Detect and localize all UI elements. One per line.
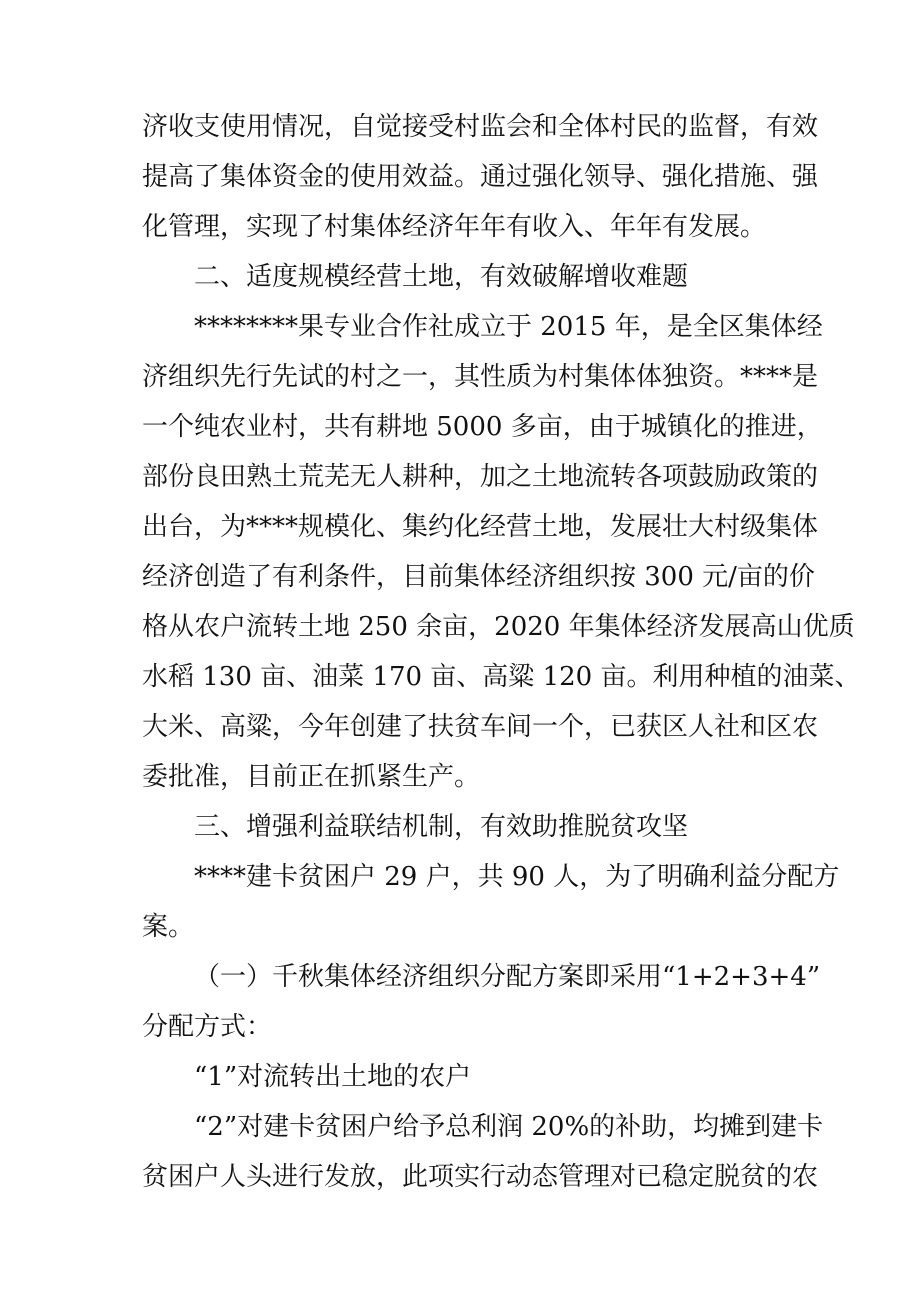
section-heading-2: 二、适度规模经营土地，有效破解增收难题: [194, 262, 689, 292]
body-line: 一个纯农业村，共有耕地 5000 多亩，由于城镇化的推进，: [142, 412, 823, 442]
body-line: 部份良田熟土荒芜无人耕种，加之土地流转各项鼓励政策的: [142, 462, 819, 492]
list-item: “2”对建卡贫困户给予总利润 20%的补助，均摊到建卡: [194, 1112, 824, 1142]
list-item: “1”对流转出土地的农户: [194, 1062, 472, 1092]
body-line: 格从农户流转土地 250 余亩，2020 年集体经济发展高山优质: [142, 612, 855, 642]
subsection-line: （一）千秋集体经济组织分配方案即采用“1+2+3+4”: [194, 962, 821, 992]
body-line: 出台，为****规模化、集约化经营土地，发展壮大村级集体: [142, 512, 819, 542]
body-line: ********果专业合作社成立于 2015 年，是全区集体经: [194, 312, 823, 342]
body-line: 化管理，实现了村集体经济年年有收入、年年有发展。: [142, 212, 767, 242]
body-line: 水稻 130 亩、油菜 170 亩、高粱 120 亩。利用种植的油菜、: [142, 662, 861, 692]
body-line: 经济创造了有利条件，目前集体经济组织按 300 元/亩的价: [142, 562, 815, 592]
body-line: 济组织先行先试的村之一，其性质为村集体体独资。****是: [142, 362, 819, 392]
body-line: 提高了集体资金的使用效益。通过强化领导、强化措施、强: [142, 162, 819, 192]
body-line: 贫困户人头进行发放，此项实行动态管理对已稳定脱贫的农: [142, 1162, 819, 1192]
body-line: 济收支使用情况，自觉接受村监会和全体村民的监督，有效: [142, 112, 819, 142]
body-line: 委批准，目前正在抓紧生产。: [142, 762, 481, 792]
body-line: 分配方式：: [142, 1012, 273, 1042]
section-heading-3: 三、增强利益联结机制，有效助推脱贫攻坚: [194, 812, 689, 842]
body-line: 案。: [142, 912, 195, 942]
body-line: ****建卡贫困户 29 户，共 90 人，为了明确利益分配方: [194, 862, 840, 892]
body-line: 大米、高粱，今年创建了扶贫车间一个，已获区人社和区农: [142, 712, 819, 742]
